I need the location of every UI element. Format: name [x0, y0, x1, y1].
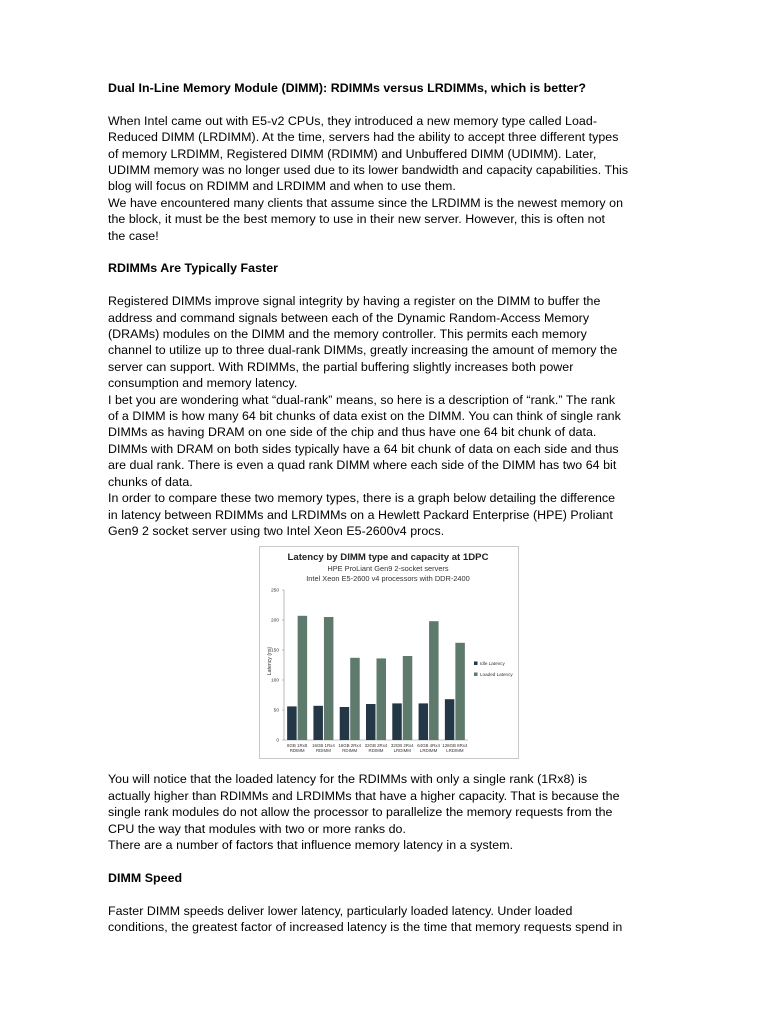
x-tick-label: RDIMM — [368, 748, 384, 754]
text-line: blog will focus on RDIMM and LRDIMM and when to use them. — [108, 179, 456, 194]
y-tick-label: 200 — [270, 618, 279, 624]
text-line: the case! — [108, 228, 159, 243]
x-tick-label: LRDIMM — [393, 748, 411, 754]
y-tick-label: 150 — [270, 648, 279, 654]
loaded-latency-bar — [455, 643, 465, 740]
latency-chart-svg — [260, 547, 518, 758]
text-line: We have encountered many clients that assume since the LRDIMM is the newest memory on — [108, 195, 624, 210]
text-line: You will notice that the loaded latency for the RDIMMs with only a single rank (1Rx8) is — [108, 772, 588, 787]
text-line: the block, it must be the best memory to use in their new server. However, this is often not — [108, 212, 606, 227]
x-tick-label: 8GB 1Rx8 — [287, 743, 308, 749]
legend-swatch — [474, 662, 478, 666]
x-tick-label: 16GB 2Rx4 — [338, 743, 362, 749]
text-line: actually higher than RDIMMs and LRDIMMs that have a higher capacity. That is because the — [108, 788, 620, 803]
text-line: I bet you are wondering what “dual-rank” means, so here is a description of “rank.” The rank — [108, 392, 616, 407]
y-axis-label: Latency (ns) — [267, 647, 273, 676]
x-tick-label: LRDIMM — [419, 748, 438, 754]
legend-label: Loaded Latency — [480, 672, 513, 678]
idle-latency-bar — [313, 706, 323, 740]
plot-area — [271, 588, 513, 753]
idle-latency-bar — [340, 707, 350, 740]
text-line: When Intel came out with E5-v2 CPUs, they introduced a new memory type called Load- — [108, 113, 597, 128]
y-tick-label: 250 — [270, 588, 279, 594]
idle-latency-bar — [366, 704, 376, 740]
text-line: of a DIMM is how many 64 bit chunks of data exist on the DIMM. You can think of single rank — [108, 409, 621, 424]
text-line: are dual rank. There is even a quad rank DIMM where each side of the DIMM has two 64 bit — [108, 458, 617, 473]
loaded-latency-bar — [298, 616, 308, 740]
rdimm-section — [108, 293, 663, 539]
x-tick-label: 128GB 8Rx4 — [442, 743, 468, 749]
section-heading: RDIMMs Are Typically Faster — [108, 261, 279, 276]
loaded-latency-bar — [429, 622, 439, 741]
legend-swatch — [474, 673, 478, 677]
text-line: server can support. With RDIMMs, the partial buffering slightly increases both power — [108, 359, 574, 374]
text-line: Gen9 2 socket server using two Intel Xeon E5-2600v4 procs. — [108, 523, 445, 538]
y-tick-label: 0 — [276, 738, 279, 744]
text-line: consumption and memory latency. — [108, 376, 298, 391]
text-line: Registered DIMMs improve signal integrity by having a register on the DIMM to buffer the — [108, 294, 601, 309]
text-line: address and command signals between each of the Dynamic Random-Access Memory — [108, 310, 590, 325]
text-line: single rank modules do not allow the processor to parallelize the memory requests from the — [108, 805, 613, 820]
legend-label: Idle Latency — [480, 661, 505, 667]
x-tick-label: RDIMM — [289, 748, 305, 754]
loaded-latency-bar — [377, 659, 387, 741]
text-line: in latency between RDIMMs and LRDIMMs on a Hewlett Packard Enterprise (HPE) Proliant — [108, 507, 613, 522]
text-line: CPU the way that modules with two or more ranks do. — [108, 821, 406, 836]
chart-subtitle-line: Intel Xeon E5-2600 v4 processors with DDR-2400 — [306, 574, 470, 584]
text-line: conditions, the greatest factor of increased latency is the time that memory requests spend in — [108, 919, 623, 934]
x-tick-label: 64GB 4Rx4 — [417, 743, 440, 749]
idle-latency-bar — [445, 700, 455, 741]
section-heading: DIMM Speed — [108, 870, 183, 885]
text-line: DIMMs as having DRAM on one side of the chip and thus have one 64 bit chunk of data. — [108, 425, 597, 440]
loaded-latency-bar — [324, 617, 334, 740]
text-line: of memory LRDIMM, Registered DIMM (RDIMM) and Unbuffered DIMM (UDIMM). Later, — [108, 146, 597, 161]
text-line: chunks of data. — [108, 474, 193, 489]
loaded-latency-bar — [403, 656, 413, 740]
text-line: UDIMM memory was no longer used due to its lower bandwidth and capacity capabilities. This — [108, 163, 629, 178]
idle-latency-bar — [419, 704, 429, 741]
x-tick-label: 32GB 2Rx4 — [364, 743, 388, 749]
x-tick-label: LRDIMM — [446, 748, 464, 754]
text-line: Reduced DIMM (LRDIMM). At the time, servers had the ability to accept three different types — [108, 130, 619, 145]
x-tick-label: RDIMM — [342, 748, 358, 754]
chart-title: Latency by DIMM type and capacity at 1DPC — [287, 552, 489, 564]
x-tick-label: 32GB 2Rx4 — [390, 743, 414, 749]
y-tick-label: 50 — [273, 708, 279, 714]
intro-paragraph — [108, 113, 663, 244]
loaded-latency-bar — [350, 658, 360, 740]
text-line: In order to compare these two memory types, there is a graph below detailing the difference — [108, 491, 616, 506]
text-line: Faster DIMM speeds deliver lower latency, particularly loaded latency. Under loaded — [108, 903, 573, 918]
idle-latency-bar — [392, 704, 402, 741]
idle-latency-bar — [287, 707, 297, 741]
document-title: Dual In-Line Memory Module (DIMM): RDIMMs versus LRDIMMs, which is better? — [108, 81, 587, 95]
x-tick-label: RDIMM — [315, 748, 331, 754]
text-line: DIMMs with DRAM on both sides typically have a 64 bit chunk of data on each side and thus — [108, 441, 619, 456]
dimm-speed-section — [108, 903, 663, 936]
text-line: (DRAMs) modules on the DIMM and the memory controller. This permits each memory — [108, 327, 587, 342]
x-tick-label: 16GB 1Rx4 — [312, 743, 335, 749]
latency-chart — [259, 546, 519, 759]
chart-subtitle-line: HPE ProLiant Gen9 2-socket servers — [327, 564, 449, 574]
text-line: channel to utilize up to three dual-rank DIMMs, greatly increasing the amount of memory the — [108, 343, 618, 358]
y-tick-label: 100 — [270, 678, 279, 684]
text-line: There are a number of factors that influence memory latency in a system. — [108, 837, 514, 852]
document-page — [108, 80, 663, 935]
rank-explanation — [108, 771, 663, 853]
